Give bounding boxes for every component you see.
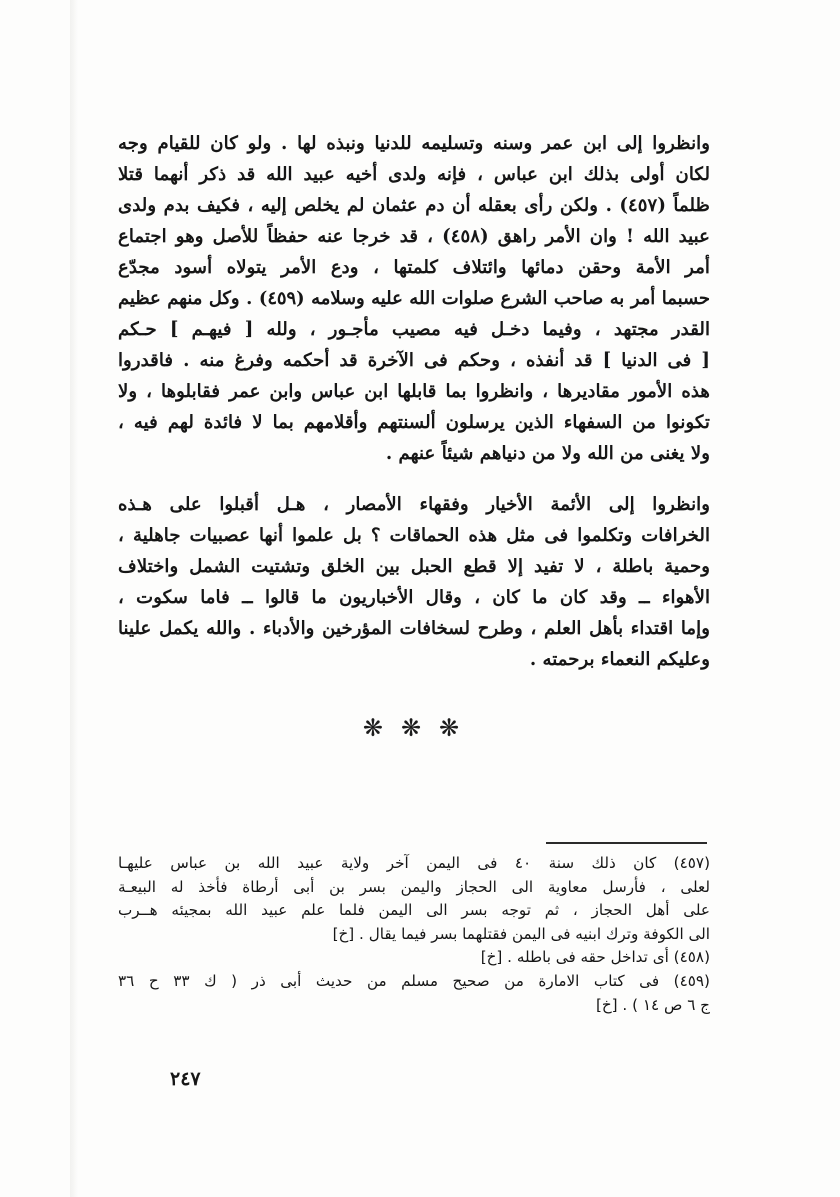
- text-line: ولا يغنى من الله ولا من دنياهم شيئاً عنهم .: [385, 443, 710, 464]
- footnote-line: على أهل الحجاز ، ثم توجه بسر الى اليمن فلما علم عبيد الله بمجيئه هــرب: [118, 901, 710, 920]
- text-line: لكان أولى بذلك ابن عباس ، فإنه ولدى أخيه عبيد الله قد ذكر أنهما قتلا: [118, 164, 710, 185]
- paragraph-gap: [118, 469, 710, 489]
- text-line: وإما اقتداء بأهل العلم ، وطرح لسخافات المؤرخين والأدباء . والله يكمل علينا: [118, 618, 710, 639]
- text-line: عبيد الله ! وان الأمر راهق (٤٥٨) ، قد خرجا عنه حفظاً للأصل وهو اجتماع: [118, 226, 710, 247]
- text-line: وانظروا إلى ابن عمر وسنه وتسليمه للدنيا ونبذه لها . ولو كان للقيام وجه: [118, 133, 710, 154]
- text-line: القدر مجتهد ، وفيما دخـل فيه مصيب مأجـور ، ولله [ فيهـم ] حـكم: [118, 319, 710, 340]
- main-text: [118, 128, 710, 675]
- text-line: [ فى الدنيا ] قد أنفذه ، وحكم فى الآخرة قد أحكمه وفرغ منه . فاقدروا: [118, 350, 710, 371]
- footnotes: [118, 852, 710, 1017]
- text-line: الخرافات وتكلموا فى مثل هذه الحماقات ؟ بل علموا أنها عصبيات جاهلية ،: [118, 525, 710, 546]
- footnote-line: (٤٥٩) فى كتاب الامارة من صحيح مسلم من حديث أبى ذر ( ك ٣٣ ح ٣٦: [118, 971, 710, 990]
- text-line: وحمية باطلة ، لا تفيد إلا قطع الحبل بين الخلق وتشتيت الشمل واختلاف: [118, 556, 710, 577]
- page-gutter-shadow: [70, 0, 78, 1197]
- page-number: ٢٤٧: [170, 1068, 201, 1090]
- text-line: الأهواء ــ وقد كان ما كان ، وقال الأخباريون ما قالوا ــ فاما سكوت ،: [118, 587, 710, 608]
- text-line: أمر الأمة وحقن دمائها وائتلاف كلمتها ، ودع الأمر يتولاه أسود مجدّع: [118, 257, 710, 278]
- text-line: تكونوا من السفهاء الذين يرسلون ألسنتهم وأقلامهم بما لا فائدة لهم فيه ،: [118, 412, 710, 433]
- text-line: وانظروا إلى الأئمة الأخيار وفقهاء الأمصار ، هـل أقبلوا على هـذه: [118, 494, 710, 515]
- footnote-line: (٤٥٧) كان ذلك سنة ٤٠ فى اليمن آخر ولاية عبيد الله بن عباس عليهـا: [118, 854, 710, 872]
- text-line: ظلماً (٤٥٧) . ولكن رأى بعقله أن دم عثمان لم يخلص إليه ، فكيف بدم ولدى: [118, 195, 710, 216]
- footnote-line: ج ٦ ص ١٤ ) . [خ]: [595, 995, 710, 1014]
- footnote-line: لعلى ، فأرسل معاوية الى الحجاز واليمن بسر بن أبى أرطاة فأخذ له البيعـة: [118, 877, 710, 896]
- text-line: هذه الأمور مقاديرها ، وانظروا بما قابلها ابن عباس وابن عمر فقابلوها ، ولا: [118, 381, 710, 402]
- footnote-line: (٤٥٨) أى تداخل حقه فى باطله . [خ]: [480, 948, 710, 967]
- footnote-line: الى الكوفة وترك ابنيه فى اليمن فقتلهما بسر فيما يقال . [خ]: [332, 924, 710, 943]
- text-line: حسبما أمر به صاحب الشرع صلوات الله عليه وسلامه (٤٥٩) . وكل منهم عظيم: [118, 288, 710, 309]
- text-line: وعليكم النعماء برحمته .: [529, 649, 710, 670]
- section-separator-ornament: ❋❋❋: [362, 714, 478, 742]
- footnote-divider: [546, 842, 707, 844]
